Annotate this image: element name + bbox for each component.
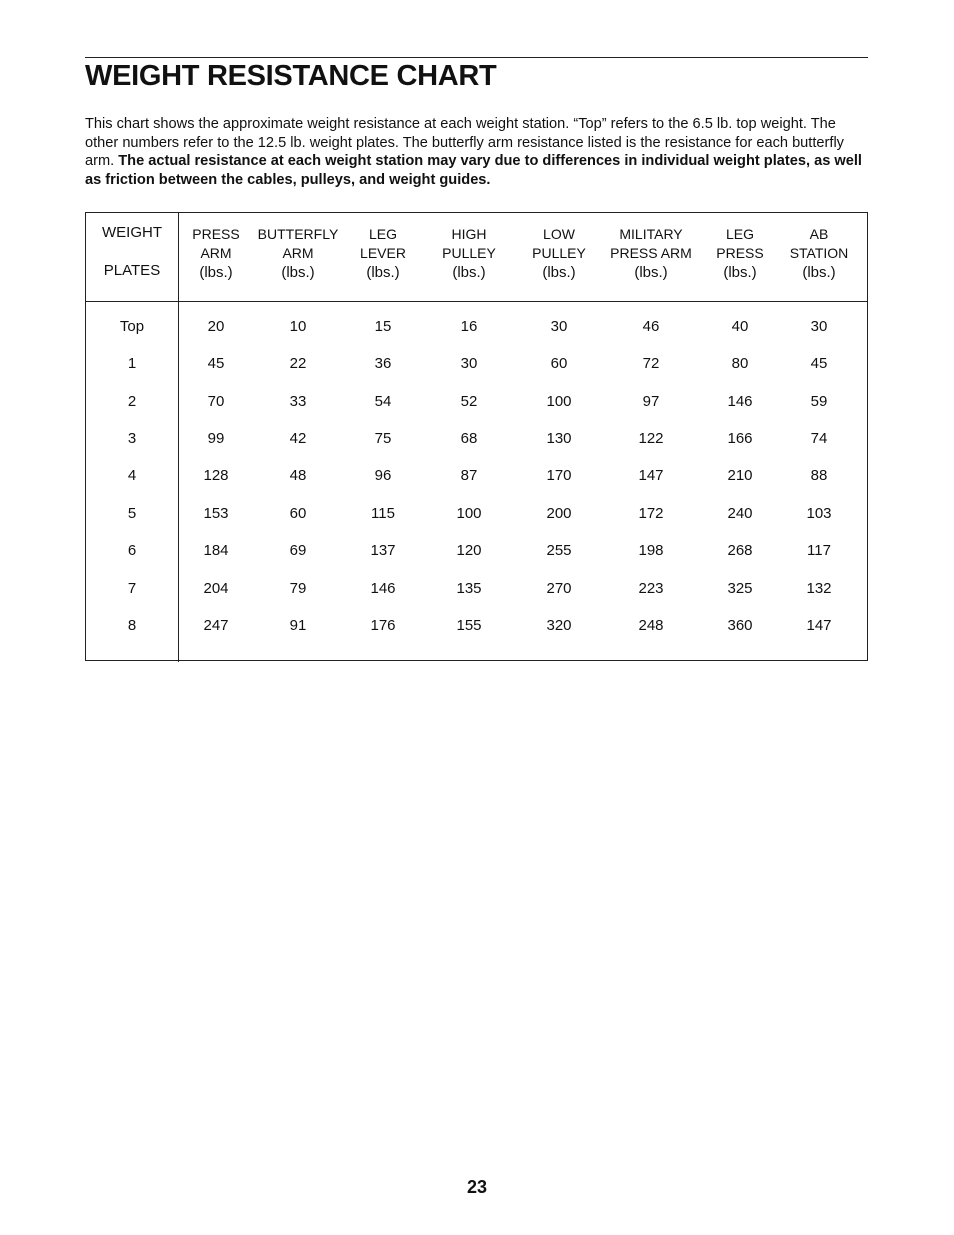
table-cell: 46 (642, 318, 660, 335)
table-cell: 146 (727, 393, 753, 410)
column-header (419, 225, 519, 282)
column-header (509, 225, 609, 282)
row-plates-label: Top (119, 318, 145, 335)
table-cell: 69 (289, 542, 307, 559)
column-header (333, 225, 433, 282)
table-cell: 20 (207, 318, 225, 335)
column-header-line1: PRESS (192, 226, 240, 242)
table-cell: 170 (546, 467, 572, 484)
column-header-line1: BUTTERFLY (257, 226, 339, 242)
column-header-unit: (lbs.) (452, 264, 486, 281)
column-header-unit: (lbs.) (366, 264, 400, 281)
table-cell: 117 (807, 542, 831, 559)
table-cell: 45 (207, 355, 225, 372)
table-cell: 325 (727, 580, 753, 597)
table-cell: 176 (370, 617, 396, 634)
table-cell: 100 (546, 393, 572, 410)
column-header-line1: AB (809, 226, 829, 242)
table-cell: 22 (289, 355, 307, 372)
table-cell: 115 (371, 505, 395, 522)
header-plates: PLATES (103, 262, 161, 279)
table-cell: 210 (727, 467, 753, 484)
table-header-rule (85, 301, 868, 302)
table-cell: 87 (460, 467, 478, 484)
table-cell: 240 (727, 505, 753, 522)
table-cell: 91 (289, 617, 307, 634)
column-header-line1: LEG (368, 226, 397, 242)
column-header-line2: PULLEY (442, 245, 496, 261)
table-cell: 135 (456, 580, 482, 597)
column-header-line1: HIGH (451, 226, 487, 242)
row-plates-label: 3 (127, 430, 137, 447)
column-header-line1: MILITARY (619, 226, 683, 242)
column-header-line1: LEG (725, 226, 754, 242)
table-cell: 97 (642, 393, 660, 410)
table-cell: 147 (806, 617, 832, 634)
table-cell: 200 (546, 505, 572, 522)
page-title: WEIGHT RESISTANCE CHART (85, 60, 497, 92)
table-cell: 48 (289, 467, 307, 484)
table-cell: 30 (550, 318, 568, 335)
column-header (601, 225, 701, 282)
page-number: 23 (466, 1177, 488, 1197)
column-header-unit: (lbs.) (542, 264, 576, 281)
column-header-line1: LOW (543, 226, 575, 242)
table-cell: 155 (456, 617, 482, 634)
table-cell: 103 (806, 505, 832, 522)
table-cell: 60 (289, 505, 307, 522)
table-cell: 255 (546, 542, 572, 559)
intro-bold-text: The actual resistance at each weight station may vary due to differences in individual weight plates, as well as friction between the cables, pulleys, and weight guides. (85, 153, 862, 188)
table-cell: 320 (546, 617, 572, 634)
table-cell: 268 (727, 542, 753, 559)
column-header-unit: (lbs.) (281, 264, 315, 281)
table-cell: 270 (546, 580, 572, 597)
table-cell: 70 (207, 393, 225, 410)
table-cell: 100 (456, 505, 482, 522)
table-cell: 198 (638, 542, 664, 559)
table-cell: 137 (370, 542, 396, 559)
table-cell: 52 (460, 393, 478, 410)
table-cell: 60 (550, 355, 568, 372)
row-plates-label: 4 (127, 467, 137, 484)
column-header-line2: ARM (282, 245, 314, 261)
column-header-line2: PULLEY (532, 245, 586, 261)
table-cell: 120 (456, 542, 482, 559)
table-cell: 33 (289, 393, 307, 410)
table-cell: 122 (638, 430, 664, 447)
table-cell: 30 (460, 355, 478, 372)
table-cell: 132 (806, 580, 832, 597)
table-cell: 68 (460, 430, 478, 447)
table-cell: 128 (203, 467, 229, 484)
column-header-line2: LEVER (360, 245, 406, 261)
table-cell: 59 (810, 393, 828, 410)
table-cell: 146 (370, 580, 396, 597)
row-plates-label: 2 (127, 393, 137, 410)
column-header-unit: (lbs.) (802, 264, 836, 281)
table-cell: 147 (638, 467, 664, 484)
row-plates-label: 8 (127, 617, 137, 634)
table-cell: 16 (460, 318, 478, 335)
table-cell: 99 (207, 430, 225, 447)
table-cell: 247 (203, 617, 229, 634)
row-plates-label: 5 (127, 505, 137, 522)
table-cell: 88 (810, 467, 828, 484)
table-cell: 184 (203, 542, 229, 559)
table-cell: 75 (374, 430, 392, 447)
table-cell: 223 (638, 580, 664, 597)
table-cell: 15 (374, 318, 392, 335)
column-header-unit: (lbs.) (199, 264, 233, 281)
table-cell: 42 (289, 430, 307, 447)
table-cell: 74 (810, 430, 828, 447)
table-cell: 72 (642, 355, 660, 372)
column-header (769, 225, 869, 282)
row-plates-label: 1 (127, 355, 137, 372)
table-cell: 166 (727, 430, 753, 447)
table-cell: 130 (546, 430, 572, 447)
column-header-line2: PRESS (716, 245, 764, 261)
intro-text: This chart shows the approximate weight resistance at each weight station. “Top” refers to the 6.5 lb. top weight. The other numbers refer to the 12.5 lb. weight plates. The butterfly arm resistance listed is the resistance for each butterfly arm. (85, 116, 844, 169)
table-cell: 30 (810, 318, 828, 335)
column-header-line2: ARM (200, 245, 232, 261)
table-cell: 36 (374, 355, 392, 372)
intro-paragraph (85, 115, 870, 189)
column-header-line2: STATION (789, 245, 849, 261)
table-cell: 40 (731, 318, 749, 335)
table-cell: 153 (203, 505, 229, 522)
header-weight: WEIGHT (102, 224, 162, 241)
table-cell: 248 (638, 617, 664, 634)
table-cell: 360 (727, 617, 753, 634)
row-plates-label: 6 (127, 542, 137, 559)
row-plates-label: 7 (127, 580, 137, 597)
table-cell: 79 (289, 580, 307, 597)
table-cell: 45 (810, 355, 828, 372)
table-cell: 54 (374, 393, 392, 410)
table-cell: 10 (289, 318, 307, 335)
table-cell: 204 (203, 580, 229, 597)
table-cell: 96 (374, 467, 392, 484)
column-header-unit: (lbs.) (723, 264, 757, 281)
column-header-line2: PRESS ARM (610, 245, 692, 261)
table-cell: 172 (638, 505, 664, 522)
column-header-unit: (lbs.) (634, 264, 668, 281)
table-cell: 80 (731, 355, 749, 372)
